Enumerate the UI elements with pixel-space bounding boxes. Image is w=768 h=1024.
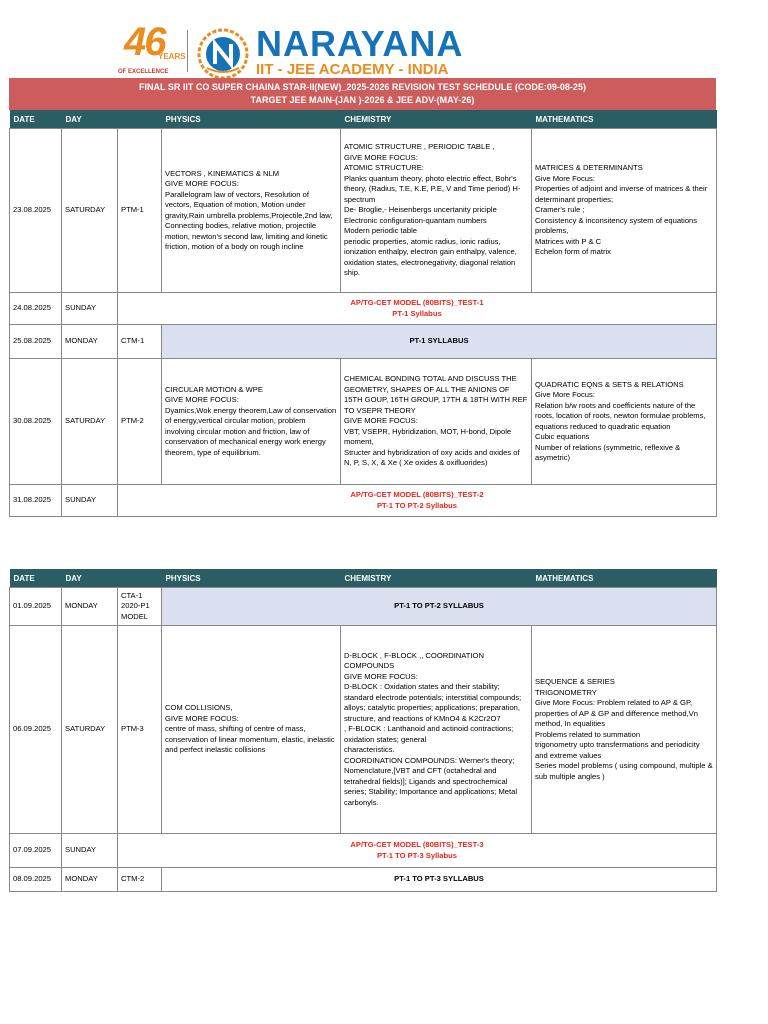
day-cell: SUNDAY: [62, 293, 118, 325]
syllabus-span-cell: PT-1 TO PT-2 SYLLABUS: [162, 588, 717, 626]
brand-name: NARAYANA: [256, 23, 464, 64]
col-header-physics: PHYSICS: [162, 110, 341, 129]
schedule-title: FINAL SR IIT CO SUPER CHAINA STAR-II(NEW)_2025-2026 REVISION TEST SCHEDULE (CODE:09-08-25): [139, 82, 586, 92]
physics-cell: [162, 626, 341, 834]
col-header-date: DATE: [10, 569, 62, 588]
date-cell: 23.08.2025: [10, 129, 62, 293]
exam-span-cell: [118, 293, 717, 325]
code-cell: PTM-2: [118, 359, 162, 485]
day-cell: SATURDAY: [62, 626, 118, 834]
code-cell: PTM-1: [118, 129, 162, 293]
code-cell: CTM-1: [118, 325, 162, 359]
brand-subtitle: IIT - JEE ACADEMY - INDIA: [256, 61, 449, 78]
day-cell: SATURDAY: [62, 129, 118, 293]
mathematics-cell: [532, 129, 717, 293]
col-header-date: DATE: [10, 110, 62, 129]
table-row: [10, 868, 717, 892]
schedule-table-2: [9, 569, 717, 892]
col-header-mathematics: MATHEMATICS: [532, 569, 717, 588]
date-cell: 24.08.2025: [10, 293, 62, 325]
col-header-chemistry: CHEMISTRY: [341, 110, 532, 129]
date-cell: 08.09.2025: [10, 868, 62, 892]
exam-title: AP/TG-CET MODEL (80BITS)_TEST-2: [350, 490, 484, 499]
chemistry-cell: [341, 129, 532, 293]
narayana-emblem-icon: [197, 28, 249, 80]
table-row: [10, 588, 717, 626]
col-header-day: DAY: [62, 110, 118, 129]
schedule-table-1: [9, 110, 717, 517]
table-row: [10, 626, 717, 834]
code-cell: [118, 588, 162, 626]
syllabus-span-cell: PT-1 SYLLABUS: [162, 325, 717, 359]
mathematics-text: SEQUENCE & SERIES TRIGONOMETRY Give More Focus: Problem related to AP & GP, properties of AP & GP and difference method,Vn method, In equalities Problems related to summation trigonometry upto transfermations and periodicity and extreme values Series model problems ( using compound, multiple & sub multiple angles ): [535, 677, 713, 781]
col-header-day: DAY: [62, 569, 118, 588]
code-text: CTA-1 2020-P1 MODEL: [121, 590, 150, 621]
code-cell: PTM-3: [118, 626, 162, 834]
exam-syllabus: PT-1 Syllabus: [392, 308, 442, 318]
exam-title: AP/TG-CET MODEL (80BITS)_TEST-1: [350, 298, 484, 307]
physics-cell: [162, 359, 341, 485]
anniversary-years: YEARS: [158, 52, 186, 61]
code-cell: CTM-2: [118, 868, 162, 892]
mathematics-cell: [532, 626, 717, 834]
table-row: [10, 293, 717, 325]
exam-syllabus: PT-1 TO PT-3 Syllabus: [376, 850, 458, 860]
logo-divider: [187, 30, 188, 72]
col-header-mathematics: MATHEMATICS: [532, 110, 717, 129]
schedule-target: TARGET JEE MAIN-(JAN )-2026 & JEE ADV-(MAY-26): [250, 95, 475, 105]
table-header-row: [10, 569, 717, 588]
table-header-row: [10, 110, 717, 129]
day-cell: SUNDAY: [62, 485, 118, 517]
table-row: [10, 325, 717, 359]
page-header: [0, 0, 768, 78]
exam-syllabus: PT-1 TO PT-2 Syllabus: [376, 500, 458, 510]
physics-text: COM COLLISIONS, GIVE MORE FOCUS: centre of mass, shifting of centre of mass, conservation of linear momentum, elastic, inelastic and perfect inelastic collisions: [165, 703, 335, 755]
physics-text: CIRCULAR MOTION & WPE GIVE MORE FOCUS: Dyamics,Wok energy theorem,Law of conservation of energy,vertical circular motion, problem involving circular motion and friction, law of conservation of mechanical energy work energy theorem, type of equilibrium.: [165, 384, 337, 457]
physics-text: VECTORS , KINEMATICS & NLM GIVE MORE FOCUS: Parallelogram law of vectors, Resolution of vectors, Equation of motion, Motion under gravity,Rain umbrella problems,Projectile,2nd law, Connecting bodies, relative motion, projectile motion, newton's second law, limiting and kinetic friction, motion of a body on rough incline: [165, 168, 333, 251]
table-row: [10, 485, 717, 517]
physics-cell: [162, 129, 341, 293]
col-header-chemistry: CHEMISTRY: [341, 569, 532, 588]
syllabus-span-cell: PT-1 TO PT-3 SYLLABUS: [162, 868, 717, 892]
col-header-code: [118, 110, 162, 129]
date-cell: 07.09.2025: [10, 834, 62, 868]
table-row: [10, 359, 717, 485]
exam-title: AP/TG-CET MODEL (80BITS)_TEST-3: [350, 840, 484, 849]
mathematics-cell: [532, 359, 717, 485]
day-cell: MONDAY: [62, 325, 118, 359]
chemistry-cell: [341, 626, 532, 834]
date-cell: 25.08.2025: [10, 325, 62, 359]
table-row: [10, 834, 717, 868]
date-cell: 31.08.2025: [10, 485, 62, 517]
date-cell: 01.09.2025: [10, 588, 62, 626]
table-row: [10, 129, 717, 293]
mathematics-text: QUADRATIC EQNS & SETS & RELATIONS Give More Focus: Relation b/w roots and coefficients nature of the roots, location of roots, newton formulae problems, equations reduced to quadratic equation Cubic equations Number of relations (symmetric, reflexive & asymetric): [535, 379, 706, 462]
day-cell: MONDAY: [62, 588, 118, 626]
exam-span-cell: [118, 485, 717, 517]
anniversary-number: 46: [124, 20, 165, 64]
anniversary-logo: [118, 20, 186, 78]
mathematics-text: MATRICES & DETERMINANTS Give More Focus: Properties of adjoint and inverse of matrices & their determinant properties; Cramer's rule ; Consistency & inconsitency system of equations problems, Matrices with P & C Echelon form of matrix: [535, 163, 708, 257]
schedule-title-banner: [9, 78, 716, 110]
chemistry-text: ATOMIC STRUCTURE , PERIODIC TABLE , GIVE MORE FOCUS: ATOMIC STRUCTURE: Planks quantum theory, photo electric effect, Bohr's theory, (Radius, T.E, K.E, P.E, V and Time period) H-spectrum De- Broglie,- Heisenbergs uncertanity priciple Electronic configuration-quantam numbers Modern periodic table periodic properties, atomic radius, ionic radius, ionization enthalpy, electron gain enthalpy, valence, oxidation states, electronegativity, diagonal relation ship.: [344, 142, 521, 278]
exam-span-cell: [118, 834, 717, 868]
day-cell: MONDAY: [62, 868, 118, 892]
chemistry-cell: [341, 359, 532, 485]
date-cell: 06.09.2025: [10, 626, 62, 834]
day-cell: SUNDAY: [62, 834, 118, 868]
day-cell: SATURDAY: [62, 359, 118, 485]
date-cell: 30.08.2025: [10, 359, 62, 485]
col-header-code: [118, 569, 162, 588]
chemistry-text: CHEMICAL BONDING TOTAL AND DISCUSS THE GEOMETRY, SHAPES OF ALL THE ANIONS OF 15TH GOUP, 16TH GROUP, 17TH & 18TH WITH REF TO VSEPR THEORY GIVE MORE FOCUS: VBT, VSEPR, Hybridization, MOT, H-bond, Dipole moment, Structer and hybridization of oxy acids and oxides of N, P, S, X, & Xe ( Xe oxides & oxifluorides): [344, 374, 528, 468]
col-header-physics: PHYSICS: [162, 569, 341, 588]
chemistry-text: D-BLOCK , F-BLOCK ,, COORDINATION COMPOUNDS GIVE MORE FOCUS: D-BLOCK : Oxidation states and their stability; standard electrode potentials; interstitial compounds; alloys; catalytic properties; applications; preparation, structure, and reactions of KMnO4 & K2Cr2O7 , F-BLOCK : Lanthanoid and actinoid contractions; oxidation states; general characteristics. COORDINATION COMPOUNDS: Werner's theory; Nomenclature,[VBT and CFT (octahedral and tetrahedral fields)]; Ligands and spectrochemical series; Stability; Importance and applications; Metal carbonyls.: [344, 650, 522, 807]
anniversary-tagline: OF EXCELLENCE: [118, 69, 169, 75]
